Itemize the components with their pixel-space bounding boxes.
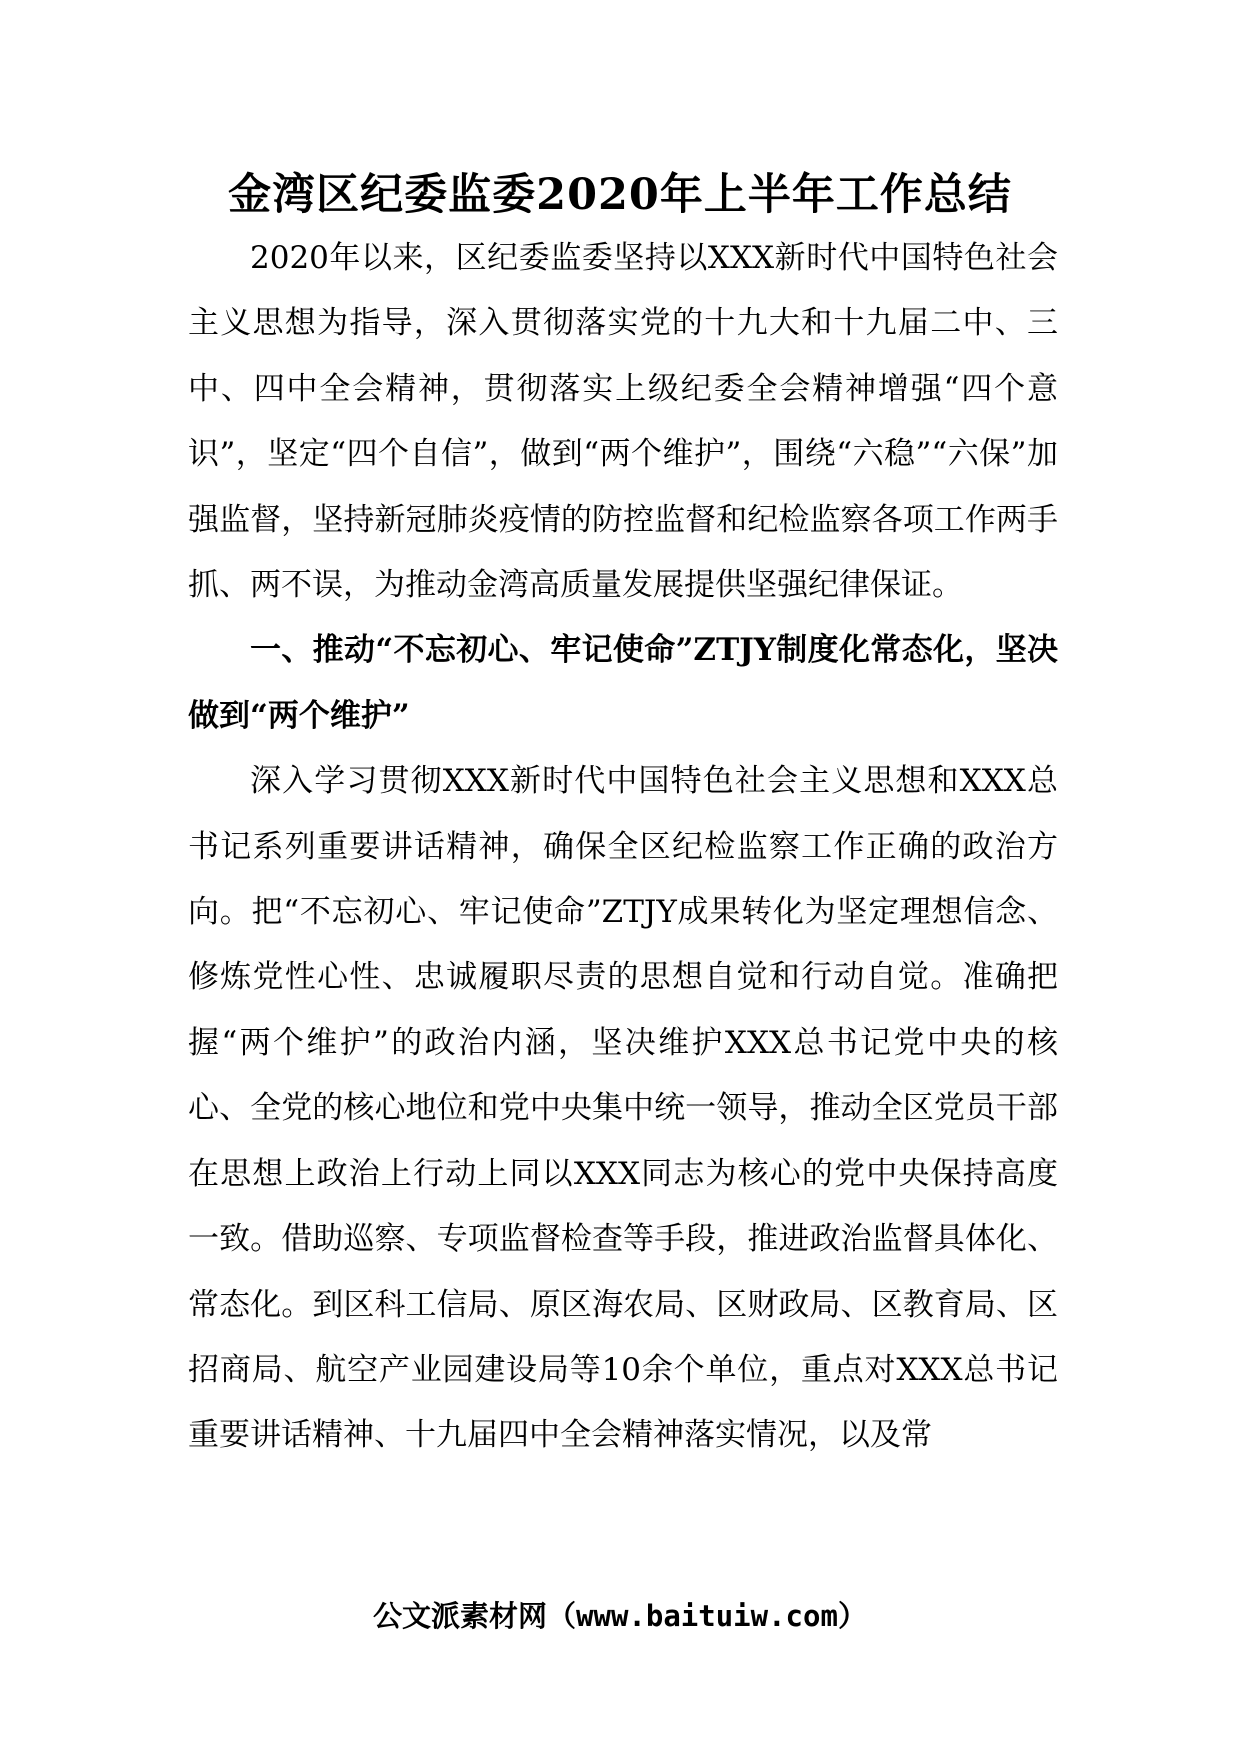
- section-heading-1: 一、推动“不忘初心、牢记使命”ZTJY制度化常态化，坚决做到“两个维护”: [188, 632, 1058, 734]
- document-body: [188, 226, 1058, 1469]
- footer-watermark: [0, 1596, 1240, 1636]
- document-title: 金湾区纪委监委2020年上半年工作总结: [228, 170, 1012, 220]
- footer-url: （www.baituiw.com）: [547, 1599, 867, 1633]
- paragraph-section-1: 深入学习贯彻XXX新时代中国特色社会主义思想和XXX总书记系列重要讲话精神，确保全区纪检监察工作正确的政治方向。把“不忘初心、牢记使命”ZTJY成果转化为坚定理想信念、修炼党性心性、忠诚履职尽责的思想自觉和行动自觉。准确把握“两个维护”的政治内涵，坚决维护XXX总书记党中央的核心、全党的核心地位和党中央集中统一领导，推动全区党员干部在思想上政治上行动上同以XXX同志为核心的党中央保持高度一致。借助巡察、专项监督检查等手段，推进政治监督具体化、常态化。到区科工信局、原区海农局、区财政局、区教育局、区招商局、航空产业园建设局等10余个单位，重点对XXX总书记重要讲话精神、十九届四中全会精神落实情况，以及常: [188, 763, 1058, 1454]
- paragraph-intro: 2020年以来，区纪委监委坚持以XXX新时代中国特色社会主义思想为指导，深入贯彻落实党的十九大和十九届二中、三中、四中全会精神，贯彻落实上级纪委全会精神增强“四个意识”，坚定“四个自信”，做到“两个维护”，围绕“六稳”“六保”加强监督，坚持新冠肺炎疫情的防控监督和纪检监察各项工作两手抓、两不误，为推动金湾高质量发展提供坚强纪律保证。: [188, 240, 1058, 604]
- footer-site-name: 公文派素材网: [373, 1599, 548, 1633]
